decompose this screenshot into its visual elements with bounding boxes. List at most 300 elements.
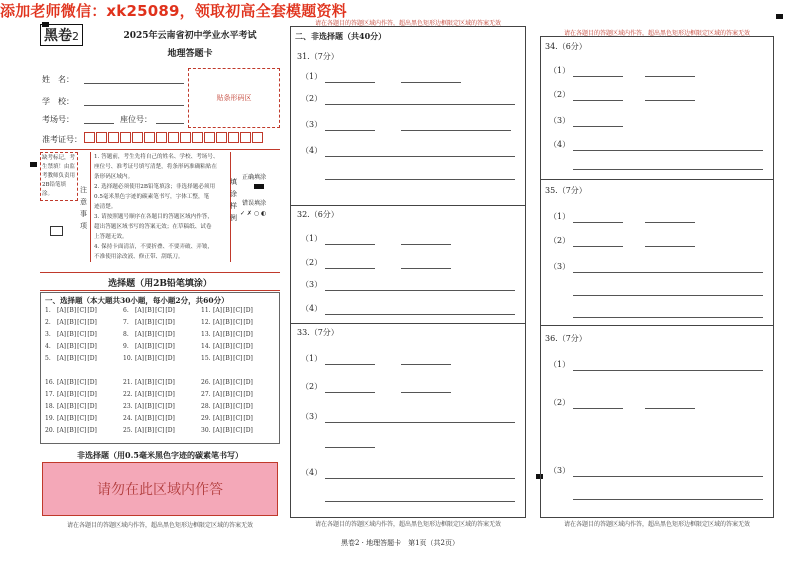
answer-bubble[interactable]: [A] [57, 331, 67, 338]
answer-bubble[interactable]: [A] [57, 307, 67, 314]
choice-question [123, 331, 176, 338]
subject-title: 地理答题卡 [167, 49, 213, 59]
q34-part: （2） [549, 90, 571, 99]
exam-title: 2025年云南省初中学业水平考试 [123, 31, 257, 41]
choice-banner: 选择题（用2B铅笔填涂） [108, 279, 212, 289]
question-number: 26. [201, 379, 211, 386]
answer-line[interactable] [325, 179, 515, 180]
note-line: 不准使用涂改液、修正带、刮纸刀。 [94, 254, 184, 260]
answer-bubble[interactable]: [D] [165, 331, 175, 338]
paper-badge [40, 24, 83, 46]
q31-part: （2） [301, 94, 323, 103]
choice-section-title: 一、选择题（本大题共30小题，每小题2分，共60分） [45, 296, 229, 305]
choice-question [123, 307, 176, 314]
question-number: 9. [123, 343, 129, 350]
correct-fill-sample [254, 184, 264, 189]
q33-part: （4） [301, 468, 323, 477]
note-line: 0.5毫米黑色字迹的碳素笔书写，字体工整，笔 [94, 194, 210, 200]
q31-title: 31.（7分） [297, 52, 339, 61]
answer-bubble[interactable]: [B] [145, 355, 155, 362]
answer-bubble[interactable]: [B] [67, 391, 77, 398]
divider [291, 205, 525, 206]
divider [40, 272, 280, 273]
answer-bubble[interactable]: [B] [67, 403, 77, 410]
choice-question [45, 355, 98, 362]
answer-bubble[interactable]: [B] [145, 319, 155, 326]
answer-bubble[interactable]: [A] [135, 331, 145, 338]
correct-fill-label: 正确填涂 [242, 174, 267, 181]
answer-bubble[interactable]: [D] [165, 427, 175, 434]
fill-sample-label: 填涂样例 [230, 178, 237, 222]
answer-bubble[interactable]: [D] [165, 319, 175, 326]
question-number: 15. [201, 355, 211, 362]
q36-part: （2） [549, 398, 571, 407]
divider [291, 323, 525, 324]
note-line: 4. 保持卡面清洁，不要折叠、不要弄破、弄皱， [94, 244, 213, 250]
answer-bubble[interactable]: [B] [223, 355, 233, 362]
answer-bubble[interactable]: [B] [145, 307, 155, 314]
answer-bubble[interactable]: [A] [57, 319, 67, 326]
q32-part: （4） [301, 304, 323, 313]
q35-part: （3） [549, 262, 571, 271]
answer-bubble[interactable]: [C] [233, 343, 243, 350]
answer-bubble[interactable]: [A] [57, 355, 67, 362]
answer-line[interactable] [645, 222, 695, 223]
answer-line[interactable] [573, 76, 623, 77]
choice-question [123, 415, 176, 422]
left-footer: 请在各题目的答题区域内作答，超出黑色矩形边框限定区域的答案无效 [66, 522, 253, 529]
answer-bubble[interactable]: [A] [57, 343, 67, 350]
answer-bubble[interactable]: [A] [213, 415, 223, 422]
answer-line[interactable] [573, 499, 763, 500]
choice-question [45, 403, 98, 410]
answer-bubble[interactable]: [C] [155, 391, 165, 398]
answer-bubble[interactable]: [C] [155, 343, 165, 350]
answer-bubble[interactable]: [D] [243, 307, 253, 314]
answer-bubble[interactable]: [A] [213, 355, 223, 362]
note-line: 2. 选择题必须使用2B铅笔填涂；非选择题必须用 [94, 184, 216, 190]
answer-bubble[interactable]: [C] [77, 343, 87, 350]
choice-question [201, 355, 254, 362]
note-line: 上答题无效。 [94, 234, 128, 240]
answer-bubble[interactable]: [C] [155, 331, 165, 338]
answer-bubble[interactable]: [C] [233, 415, 243, 422]
q33-part: （3） [301, 412, 323, 421]
section2-title: 二、非选择题（共40分） [295, 31, 387, 41]
answer-bubble[interactable]: [D] [243, 319, 253, 326]
answer-bubble[interactable]: [A] [135, 379, 145, 386]
q32-title: 32.（6分） [297, 210, 339, 219]
choice-question [45, 343, 98, 350]
answer-bubble[interactable]: [C] [233, 403, 243, 410]
question-number: 23. [123, 403, 133, 410]
question-number: 7. [123, 319, 129, 326]
forbidden-text: 请勿在此区域内作答 [97, 482, 223, 498]
middle-footer: 请在各题目的答题区域内作答，超出黑色矩形边框限定区域的答案无效 [314, 521, 501, 528]
school-field[interactable] [84, 105, 184, 106]
answer-line[interactable] [325, 82, 375, 83]
answer-line[interactable] [325, 268, 375, 269]
choice-question [45, 379, 98, 386]
answer-bubble[interactable]: [D] [87, 415, 97, 422]
answer-bubble[interactable]: [C] [77, 307, 87, 314]
absent-checkbox[interactable] [50, 226, 63, 236]
corner-mark [30, 162, 37, 167]
nonchoice-banner: 非选择题（用0.5毫米黑色字迹的碳素笔书写） [77, 450, 243, 460]
barcode-label: 贴条形码区 [216, 94, 252, 102]
answer-line[interactable] [325, 156, 515, 157]
q32-part: （3） [301, 280, 323, 289]
room-label: 考场号： [42, 115, 74, 124]
answer-bubble[interactable]: [D] [165, 379, 175, 386]
answer-bubble[interactable]: [A] [135, 415, 145, 422]
question-number: 3. [45, 331, 51, 338]
question-number: 14. [201, 343, 211, 350]
answer-bubble[interactable]: [B] [223, 391, 233, 398]
q32-part: （2） [301, 258, 323, 267]
answer-bubble[interactable]: [D] [243, 403, 253, 410]
answer-bubble[interactable]: [C] [155, 355, 165, 362]
answer-bubble[interactable]: [D] [165, 355, 175, 362]
right-column [540, 30, 774, 528]
id-boxes[interactable] [84, 132, 264, 143]
id-label: 准考证号： [42, 135, 82, 144]
answer-line[interactable] [325, 392, 375, 393]
divider [541, 179, 773, 180]
answer-bubble[interactable]: [C] [233, 319, 243, 326]
answer-bubble[interactable]: [D] [165, 343, 175, 350]
note-line: 超出答题区域书写的答案无效；在草稿纸、试卷 [94, 224, 212, 230]
divider [40, 149, 280, 150]
choice-question [201, 343, 254, 350]
answer-bubble[interactable]: [A] [213, 319, 223, 326]
answer-bubble[interactable]: [B] [145, 379, 155, 386]
answer-line[interactable] [573, 295, 763, 296]
answer-bubble[interactable]: [C] [233, 307, 243, 314]
answer-bubble[interactable]: [D] [87, 343, 97, 350]
choice-group-2 [45, 379, 275, 443]
question-number: 17. [45, 391, 55, 398]
answer-line[interactable] [325, 314, 515, 315]
q36-part: （3） [549, 466, 571, 475]
answer-bubble[interactable]: [A] [213, 331, 223, 338]
q32-part: （1） [301, 234, 323, 243]
choice-group-1 [45, 307, 275, 371]
answer-bubble[interactable]: [B] [145, 343, 155, 350]
divider [541, 325, 773, 326]
answer-bubble[interactable]: [C] [77, 391, 87, 398]
choice-question [45, 415, 98, 422]
answer-bubble[interactable]: [D] [87, 319, 97, 326]
answer-line[interactable] [325, 364, 375, 365]
answer-bubble[interactable]: [B] [67, 427, 77, 434]
answer-bubble[interactable]: [B] [67, 355, 77, 362]
answer-line[interactable] [573, 169, 763, 170]
watermark-text: 添加老师微信：xk25089，领取初高全套模题资料 [0, 2, 347, 20]
corner-mark [776, 14, 783, 19]
note-line: 3. 请按照题号顺序在各题目的答题区域内作答， [94, 214, 213, 220]
notes-list [90, 152, 231, 262]
answer-bubble[interactable]: [B] [145, 391, 155, 398]
answer-line[interactable] [401, 82, 461, 83]
barcode-area [188, 68, 280, 128]
choice-question [123, 343, 176, 350]
question-number: 16. [45, 379, 55, 386]
answer-bubble[interactable]: [D] [243, 343, 253, 350]
answer-bubble[interactable]: [A] [213, 403, 223, 410]
answer-bubble[interactable]: [C] [77, 319, 87, 326]
answer-bubble[interactable]: [C] [233, 427, 243, 434]
q36-part: （1） [549, 360, 571, 369]
q36-title: 36.（7分） [545, 334, 587, 343]
answer-bubble[interactable]: [B] [67, 319, 77, 326]
answer-bubble[interactable]: [C] [233, 355, 243, 362]
answer-bubble[interactable]: [B] [145, 415, 155, 422]
answer-line[interactable] [325, 290, 515, 291]
question-number: 11. [201, 307, 211, 314]
answer-bubble[interactable]: [B] [223, 379, 233, 386]
answer-line[interactable] [325, 130, 375, 131]
answer-line[interactable] [325, 501, 515, 502]
answer-bubble[interactable]: [A] [57, 427, 67, 434]
answer-bubble[interactable]: [B] [145, 403, 155, 410]
answer-line[interactable] [573, 370, 763, 371]
answer-line[interactable] [401, 130, 511, 131]
answer-bubble[interactable]: [B] [223, 343, 233, 350]
answer-bubble[interactable]: [B] [67, 331, 77, 338]
answer-line[interactable] [573, 476, 763, 477]
answer-bubble[interactable]: [C] [77, 379, 87, 386]
question-number: 2. [45, 319, 51, 326]
answer-bubble[interactable]: [C] [77, 355, 87, 362]
answer-bubble[interactable]: [A] [57, 379, 67, 386]
note-line: 条形码区域内。 [94, 174, 134, 180]
question-number: 4. [45, 343, 51, 350]
question-number: 25. [123, 427, 133, 434]
choice-question [201, 307, 254, 314]
choice-question [123, 427, 176, 434]
question-number: 12. [201, 319, 211, 326]
q33-part: （2） [301, 382, 323, 391]
answer-bubble[interactable]: [D] [87, 391, 97, 398]
answer-bubble[interactable]: [B] [223, 415, 233, 422]
answer-bubble[interactable]: [D] [165, 415, 175, 422]
answer-bubble[interactable]: [C] [155, 427, 165, 434]
answer-bubble[interactable]: [D] [165, 307, 175, 314]
answer-bubble[interactable]: [A] [57, 391, 67, 398]
question-number: 6. [123, 307, 129, 314]
answer-line[interactable] [325, 447, 375, 448]
answer-line[interactable] [325, 478, 515, 479]
answer-bubble[interactable]: [B] [223, 427, 233, 434]
choice-box [40, 292, 280, 444]
answer-line[interactable] [573, 272, 763, 273]
answer-bubble[interactable]: [D] [243, 415, 253, 422]
answer-bubble[interactable]: [D] [243, 391, 253, 398]
school-label: 学 校： [42, 97, 74, 106]
choice-question [201, 391, 254, 398]
answer-bubble[interactable]: [B] [67, 379, 77, 386]
answer-line[interactable] [573, 222, 623, 223]
answer-bubble[interactable]: [A] [135, 319, 145, 326]
middle-header: 请在各题目的答题区域内作答，超出黑色矩形边框限定区域的答案无效 [314, 20, 501, 27]
right-header: 请在各题目的答题区域内作答，超出黑色矩形边框限定区域的答案无效 [563, 30, 750, 37]
answer-bubble[interactable]: [C] [77, 403, 87, 410]
note-line: 座位号、准考证号填写清楚，将条形码准确粘贴在 [94, 164, 218, 170]
question-number: 24. [123, 415, 133, 422]
answer-bubble[interactable]: [D] [87, 331, 97, 338]
q35-title: 35.（7分） [545, 186, 587, 195]
note-line: 迹清楚。 [94, 204, 117, 210]
middle-column [290, 20, 526, 528]
answer-bubble[interactable]: [B] [145, 427, 155, 434]
q31-part: （1） [301, 72, 323, 81]
answer-line[interactable] [645, 76, 695, 77]
answer-bubble[interactable]: [A] [135, 343, 145, 350]
choice-question [45, 391, 98, 398]
answer-bubble[interactable]: [D] [87, 427, 97, 434]
divider [40, 290, 280, 291]
answer-bubble[interactable]: [A] [135, 403, 145, 410]
question-number: 22. [123, 391, 133, 398]
choice-question [123, 355, 176, 362]
wrong-fill-label: 错误填涂 [242, 200, 267, 207]
answer-bubble[interactable]: [A] [57, 403, 67, 410]
answer-line[interactable] [573, 408, 623, 409]
answer-line[interactable] [401, 392, 451, 393]
answer-bubble[interactable]: [A] [135, 427, 145, 434]
wrong-fill-samples: ✓ ✗ ○ ◐ [240, 210, 267, 217]
answer-bubble[interactable]: [C] [233, 391, 243, 398]
answer-bubble[interactable]: [A] [213, 343, 223, 350]
choice-question [45, 331, 98, 338]
seat-label: 座位号： [120, 115, 152, 124]
answer-bubble[interactable]: [A] [135, 307, 145, 314]
answer-bubble[interactable]: [A] [135, 355, 145, 362]
answer-bubble[interactable]: [A] [135, 391, 145, 398]
answer-line[interactable] [645, 246, 695, 247]
answer-line[interactable] [325, 244, 375, 245]
answer-bubble[interactable]: [D] [243, 331, 253, 338]
absent-note: 缺考标记，考生禁填！由监考教师负责用2B铅笔填涂。 [40, 152, 78, 201]
left-column [40, 22, 280, 532]
answer-bubble[interactable]: [C] [155, 379, 165, 386]
answer-bubble[interactable]: [B] [223, 307, 233, 314]
q34-part: （4） [549, 140, 571, 149]
answer-bubble[interactable]: [D] [243, 379, 253, 386]
answer-bubble[interactable]: [A] [213, 379, 223, 386]
question-number: 21. [123, 379, 133, 386]
q34-part: （1） [549, 66, 571, 75]
forbidden-area [42, 462, 278, 516]
question-number: 1. [45, 307, 51, 314]
answer-bubble[interactable]: [C] [155, 403, 165, 410]
answer-bubble[interactable]: [A] [213, 427, 223, 434]
answer-bubble[interactable]: [B] [223, 331, 233, 338]
q31-part: （3） [301, 120, 323, 129]
q31-part: （4） [301, 146, 323, 155]
question-number: 20. [45, 427, 55, 434]
answer-bubble[interactable]: [C] [77, 427, 87, 434]
answer-bubble[interactable]: [D] [243, 427, 253, 434]
answer-bubble[interactable]: [C] [233, 331, 243, 338]
q34-part: （3） [549, 116, 571, 125]
answer-bubble[interactable]: [C] [155, 307, 165, 314]
answer-bubble[interactable]: [D] [243, 355, 253, 362]
answer-line[interactable] [401, 268, 451, 269]
answer-bubble[interactable]: [C] [233, 379, 243, 386]
question-number: 10. [123, 355, 133, 362]
answer-bubble[interactable]: [D] [165, 403, 175, 410]
answer-line[interactable] [573, 150, 763, 151]
question-number: 5. [45, 355, 51, 362]
answer-bubble[interactable]: [B] [223, 319, 233, 326]
answer-bubble[interactable]: [D] [165, 391, 175, 398]
answer-bubble[interactable]: [D] [87, 355, 97, 362]
answer-bubble[interactable]: [D] [87, 307, 97, 314]
question-number: 19. [45, 415, 55, 422]
room-field[interactable] [84, 123, 114, 124]
answer-bubble[interactable]: [C] [155, 415, 165, 422]
answer-line[interactable] [573, 100, 623, 101]
answer-line[interactable] [573, 126, 623, 127]
answer-line[interactable] [573, 246, 623, 247]
answer-bubble[interactable]: [D] [87, 403, 97, 410]
q35-part: （1） [549, 212, 571, 221]
answer-bubble[interactable]: [B] [67, 343, 77, 350]
page-footer: 黑卷2 · 地理答题卡 第1页（共2页） [340, 539, 460, 547]
answer-bubble[interactable]: [B] [67, 307, 77, 314]
answer-bubble[interactable]: [A] [213, 391, 223, 398]
name-label: 姓 名： [42, 75, 74, 84]
answer-bubble[interactable]: [C] [77, 415, 87, 422]
name-field[interactable] [84, 83, 184, 84]
question-number: 30. [201, 427, 211, 434]
question-number: 13. [201, 331, 211, 338]
answer-bubble[interactable]: [A] [57, 415, 67, 422]
answer-bubble[interactable]: [B] [223, 403, 233, 410]
note-line: 1. 答题前，考生先将自己的姓名、学校、考场号、 [94, 154, 219, 160]
answer-line[interactable] [573, 317, 763, 318]
q33-title: 33.（7分） [297, 328, 339, 337]
choice-question [201, 331, 254, 338]
answer-bubble[interactable]: [B] [145, 331, 155, 338]
choice-question [201, 379, 254, 386]
answer-bubble[interactable]: [C] [77, 331, 87, 338]
question-number: 29. [201, 415, 211, 422]
choice-question [45, 427, 98, 434]
q33-part: （1） [301, 354, 323, 363]
answer-bubble[interactable]: [C] [155, 319, 165, 326]
answer-line[interactable] [325, 104, 515, 105]
seat-field[interactable] [156, 123, 184, 124]
answer-bubble[interactable]: [D] [87, 379, 97, 386]
answer-line[interactable] [645, 408, 695, 409]
badge-text: 黑卷 [44, 28, 72, 44]
answer-line[interactable] [401, 244, 451, 245]
choice-question [201, 415, 254, 422]
answer-bubble[interactable]: [B] [67, 415, 77, 422]
right-footer: 请在各题目的答题区域内作答，超出黑色矩形边框限定区域的答案无效 [563, 521, 750, 528]
answer-line[interactable] [325, 422, 515, 423]
answer-line[interactable] [645, 100, 695, 101]
choice-question [201, 403, 254, 410]
answer-bubble[interactable]: [A] [213, 307, 223, 314]
question-number: 27. [201, 391, 211, 398]
choice-question [123, 379, 176, 386]
choice-question [45, 307, 98, 314]
answer-line[interactable] [401, 364, 451, 365]
